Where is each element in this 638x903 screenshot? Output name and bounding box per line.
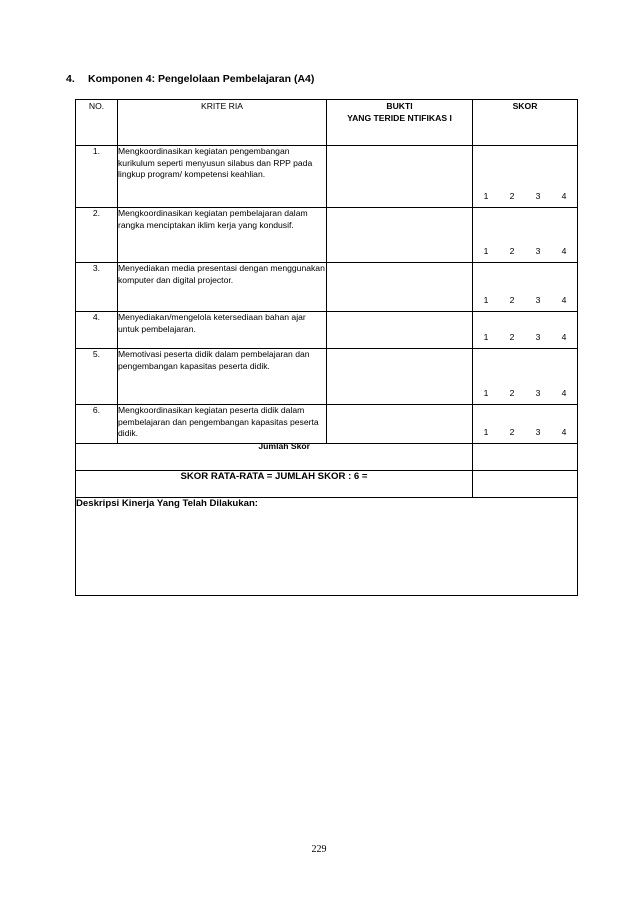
score-option[interactable]: 4: [561, 246, 567, 256]
row-skor-cell: [473, 146, 578, 208]
score-option[interactable]: 1: [483, 427, 489, 437]
table-row: [76, 405, 578, 444]
score-option[interactable]: 3: [535, 295, 541, 305]
row-skor-cell: [473, 263, 578, 312]
page-number: 229: [311, 844, 327, 855]
table-row: [76, 349, 578, 405]
score-option[interactable]: 2: [509, 191, 515, 201]
section-title: Komponen 4: Pengelolaan Pembelajaran (A4): [88, 73, 315, 85]
row-skor-cell: [473, 405, 578, 444]
deskripsi-cell[interactable]: [76, 498, 578, 596]
header-kriteria: KRITE RIA: [118, 100, 327, 146]
row-number: 5.: [76, 349, 118, 405]
assessment-table: [75, 99, 578, 596]
skor-rata-rata-value[interactable]: [473, 471, 578, 498]
score-option[interactable]: 4: [561, 388, 567, 398]
row-bukti-cell[interactable]: [327, 208, 473, 263]
header-bukti-line1: BUKTI: [386, 101, 413, 111]
row-kriteria: Memotivasi peserta didik dalam pembelajaran dan pengembangan kapasitas peserta didik.: [118, 349, 327, 405]
deskripsi-label: Deskripsi Kinerja Yang Telah Dilakukan:: [76, 498, 258, 509]
row-skor-cell: [473, 312, 578, 349]
row-skor-cell: [473, 349, 578, 405]
section-number: 4.: [66, 73, 75, 85]
score-option[interactable]: 1: [483, 191, 489, 201]
row-number: 4.: [76, 312, 118, 349]
row-number: 2.: [76, 208, 118, 263]
header-no: NO.: [76, 100, 118, 146]
header-bukti-line2: YANG TERIDE NTIFIKAS I: [347, 113, 452, 123]
score-option[interactable]: 3: [535, 332, 541, 342]
table-header-row: [76, 100, 578, 146]
score-option[interactable]: 2: [509, 295, 515, 305]
score-option[interactable]: 1: [483, 332, 489, 342]
section-heading: [66, 73, 314, 85]
score-option[interactable]: 3: [535, 246, 541, 256]
score-option[interactable]: 4: [561, 427, 567, 437]
table-row: [76, 146, 578, 208]
score-option[interactable]: 1: [483, 388, 489, 398]
score-option[interactable]: 4: [561, 332, 567, 342]
header-bukti: [327, 100, 473, 146]
row-kriteria: Mengkoordinasikan kegiatan peserta didik dalam pembelajaran dan pengembangan kapasitas peserta didik.: [118, 405, 327, 444]
score-option[interactable]: 4: [561, 295, 567, 305]
deskripsi-row: [76, 498, 578, 596]
jumlah-skor-row: [76, 444, 578, 471]
score-option[interactable]: 3: [535, 427, 541, 437]
row-number: 6.: [76, 405, 118, 444]
row-kriteria: Menyediakan/mengelola ketersediaan bahan ajar untuk pembelajaran.: [118, 312, 327, 349]
header-skor: SKOR: [473, 100, 578, 146]
skor-rata-rata-row: [76, 471, 578, 498]
row-bukti-cell[interactable]: [327, 405, 473, 444]
table-row: [76, 312, 578, 349]
jumlah-skor-value[interactable]: [473, 444, 578, 471]
row-bukti-cell[interactable]: [327, 312, 473, 349]
row-number: 1.: [76, 146, 118, 208]
score-option[interactable]: 2: [509, 388, 515, 398]
table-row: [76, 263, 578, 312]
score-option[interactable]: 3: [535, 388, 541, 398]
table-row: [76, 208, 578, 263]
row-number: 3.: [76, 263, 118, 312]
score-option[interactable]: 4: [561, 191, 567, 201]
row-skor-cell: [473, 208, 578, 263]
score-option[interactable]: 2: [509, 246, 515, 256]
row-kriteria: Mengkoordinasikan kegiatan pembelajaran dalam rangka menciptakan iklim kerja yang kondusif.: [118, 208, 327, 263]
score-option[interactable]: 3: [535, 191, 541, 201]
row-bukti-cell[interactable]: [327, 146, 473, 208]
row-kriteria: Menyediakan media presentasi dengan menggunakan komputer dan digital projector.: [118, 263, 327, 312]
skor-rata-rata-label: SKOR RATA-RATA = JUMLAH SKOR : 6 =: [76, 471, 473, 498]
score-option[interactable]: 1: [483, 246, 489, 256]
score-option[interactable]: 1: [483, 295, 489, 305]
jumlah-skor-cell: [76, 441, 473, 471]
jumlah-skor-label: Jumlah Skor: [258, 441, 310, 451]
row-bukti-cell[interactable]: [327, 263, 473, 312]
row-kriteria: Mengkoordinasikan kegiatan pengembangan kurikulum seperti menyusun silabus dan RPP pada lingkup program/ kompetensi keahlian.: [118, 146, 327, 208]
row-bukti-cell[interactable]: [327, 349, 473, 405]
score-option[interactable]: 2: [509, 427, 515, 437]
score-option[interactable]: 2: [509, 332, 515, 342]
